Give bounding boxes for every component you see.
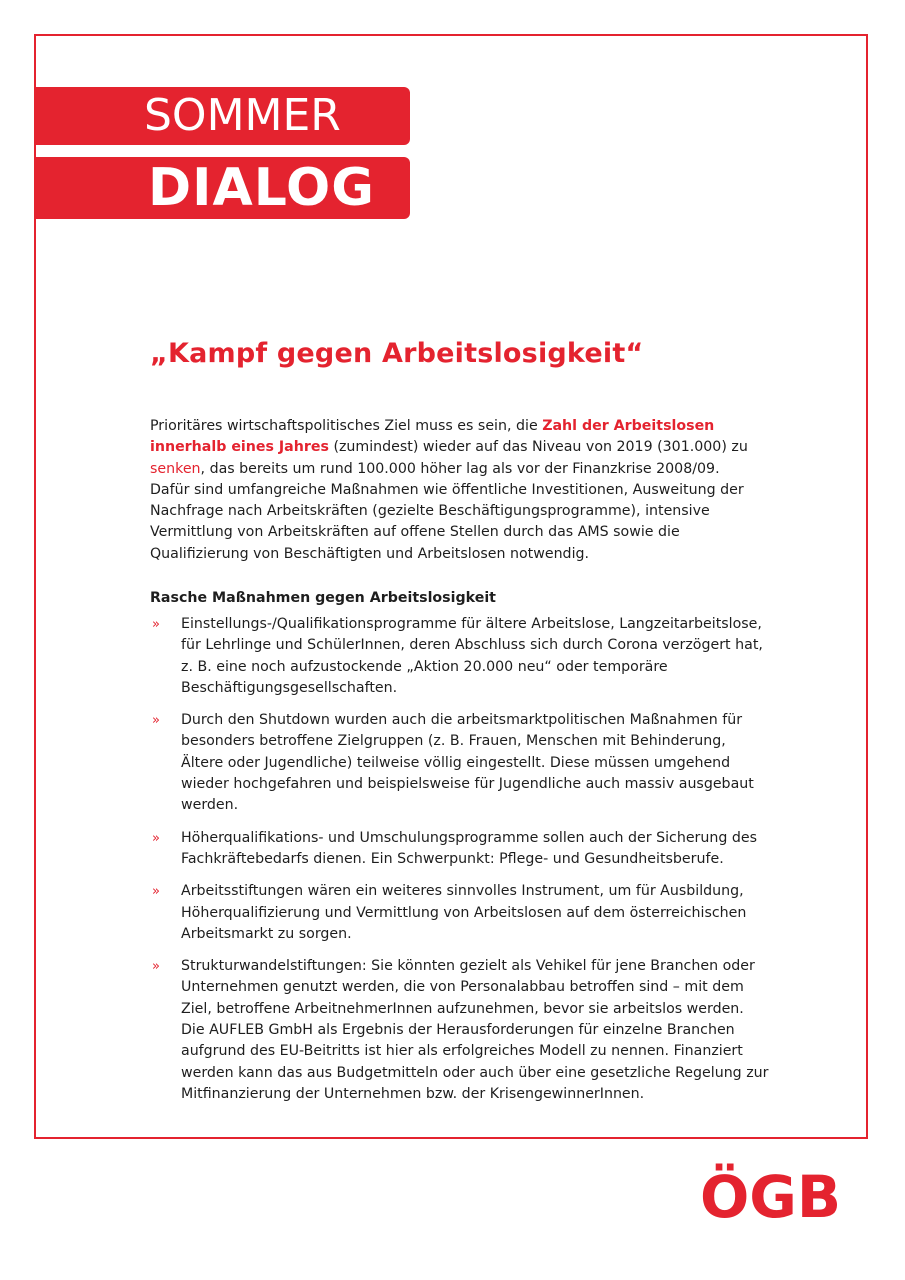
header-line1: SOMMER [144, 90, 341, 141]
header-banner-sommer [34, 87, 410, 145]
list-item-text: Arbeitsstiftungen wären ein weiteres sinnvolles Instrument, um für Ausbildung, Höherqualifizierung und Vermittlung von Arbeitslosen auf dem österreichischen Arbeitsmarkt zu sorgen. [181, 883, 747, 942]
list-item [150, 710, 770, 816]
list-item-text: Höherqualifikations- und Umschulungsprogramme sollen auch der Sicherung des Fachkräftebedarfs dienen. Ein Schwerpunkt: Pflege- und Gesundheitsberufe. [181, 829, 758, 867]
intro-highlight-1: Zahl der Arbeitslosen innerhalb eines Jahres [150, 418, 715, 456]
bullet-marker-icon: » [152, 830, 160, 846]
section-subheading: Rasche Maßnahmen gegen Arbeitslosigkeit [150, 590, 496, 606]
intro-text-3: , das bereits um rund 100.000 höher lag als vor der Finanzkrise 2008/09. Dafür sind umfangreiche Maßnahmen wie öffentliche Investitionen, Ausweitung der Nachfrage nach Arbeitskräften (gezielte Beschäftigungsprogramme), intensive Vermittlung von Arbeitskräften auf offene Stellen durch das AMS sowie die Qualifizierung von Beschäftigten und Arbeitslosen notwendig. [150, 460, 744, 562]
header-line2: DIALOG [148, 158, 375, 218]
logo-wordmark: ÖGB [700, 1163, 842, 1231]
list-item [150, 828, 770, 871]
page-title: „Kampf gegen Arbeitslosigkeit“ [150, 338, 644, 369]
bullet-marker-icon: » [152, 617, 160, 632]
intro-text-2: (zumindest) wieder auf das Niveau von 2019 (301.000) zu [328, 439, 748, 456]
measures-list [150, 614, 770, 1116]
list-item-text: Einstellungs-/Qualifikationsprogramme für ältere Arbeitslose, Langzeitarbeitslose, für Lehrlinge und SchülerInnen, deren Abschluss sich durch Corona verzögert hat, z. B. eine noch aufzustockende „Aktion 20.000 neu“ oder temporäre Beschäftigungsgesellschaften. [181, 616, 763, 696]
list-item-text: Strukturwandelstiftungen: Sie könnten gezielt als Vehikel für jene Branchen oder Unternehmen genutzt werden, die von Personalabbau betroffen sind – mit dem Ziel, betroffene ArbeitnehmerInnen aufzunehmen, bevor sie arbeitslos werden. Die AUFLEB GmbH als Ergebnis der Herausforderungen für einzelne Branchen aufgrund des EU-Beitritts ist hier als erfolgreiches Modell zu nennen. Finanziert werden kann das aus Budgetmitteln oder auch über eine gesetzliche Regelung zur Mitfinanzierung der Unternehmen bzw. der KrisengewinnerInnen. [181, 958, 769, 1102]
list-item-text: Durch den Shutdown wurden auch die arbeitsmarktpolitischen Maßnahmen für besonders betroffene Zielgruppen (z. B. Frauen, Menschen mit Behinderung, Ältere oder Jugendliche) teilweise völlig eingestellt. Diese müssen umgehend wieder hochgefahren und beispielsweise für Jugendliche auch massiv ausgebaut werden. [181, 712, 754, 814]
oegb-logo [700, 1163, 860, 1231]
list-item [150, 956, 770, 1105]
list-item [150, 614, 770, 699]
intro-text-1: Prioritäres wirtschaftspolitisches Ziel muss es sein, die [150, 418, 543, 434]
header-banner-dialog [34, 157, 410, 219]
intro-highlight-2: senken [150, 460, 201, 477]
list-item [150, 881, 770, 945]
bullet-marker-icon: » [152, 884, 160, 900]
bullet-marker-icon: » [152, 713, 160, 729]
bullet-marker-icon: » [152, 959, 160, 975]
intro-paragraph [150, 416, 750, 565]
